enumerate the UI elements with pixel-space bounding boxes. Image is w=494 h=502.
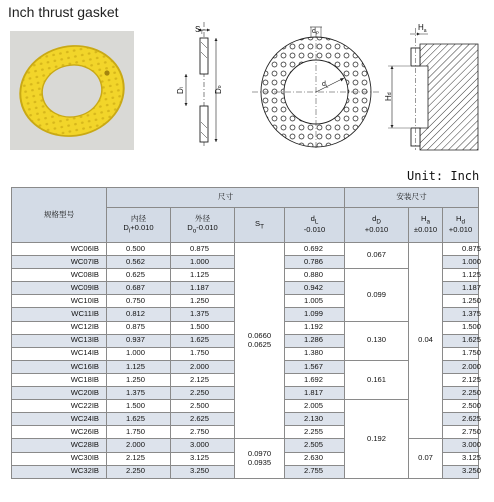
- cell-dl: 1.817: [285, 387, 345, 400]
- cell-do: 1.625: [171, 334, 235, 347]
- cell-do: 2.625: [171, 413, 235, 426]
- cell-hd: 2.125: [443, 373, 479, 386]
- cell-dl: 1.567: [285, 360, 345, 373]
- cell-di: 2.125: [107, 452, 171, 465]
- cell-model: WC24IB: [12, 413, 107, 426]
- header-group-size: 尺寸: [107, 188, 345, 208]
- cell-di: 1.000: [107, 347, 171, 360]
- cell-hd: 2.500: [443, 400, 479, 413]
- cell-hd: 2.000: [443, 360, 479, 373]
- cell-di: 1.250: [107, 373, 171, 386]
- header-do: 外径 $D_o-0.010$: [171, 208, 235, 243]
- cell-dl: 2.630: [285, 452, 345, 465]
- cell-model: WC07IB: [12, 256, 107, 269]
- header-dp: $d_D$ +0.010: [345, 208, 409, 243]
- cell-dp-group-5: 0.192: [345, 400, 409, 479]
- cell-model: WC11IB: [12, 308, 107, 321]
- cell-model: WC30IB: [12, 452, 107, 465]
- cell-hd: 3.125: [443, 452, 479, 465]
- side-section-diagram: [168, 22, 223, 150]
- header-group-install: 安装尺寸: [345, 188, 479, 208]
- cell-ha-group-1: 0.04: [409, 243, 443, 439]
- cell-dl: 2.755: [285, 465, 345, 478]
- cell-do: 1.125: [171, 269, 235, 282]
- dim-do-label: Do: [214, 85, 223, 94]
- cell-model: WC28IB: [12, 439, 107, 452]
- cell-dl: 1.005: [285, 295, 345, 308]
- cell-model: WC20IB: [12, 387, 107, 400]
- dim-s-label: $S_T$: [195, 25, 204, 36]
- cell-do: 0.875: [171, 243, 235, 256]
- cell-di: 1.375: [107, 387, 171, 400]
- header-model: 规格型号: [12, 188, 107, 243]
- header-dl: $d_L$ -0.010: [285, 208, 345, 243]
- cell-di: 0.937: [107, 334, 171, 347]
- cell-do: 1.750: [171, 347, 235, 360]
- header-ha: $H_a$ ±0.010: [409, 208, 443, 243]
- cell-model: WC22IB: [12, 400, 107, 413]
- cell-st-group-b: 0.0970 0.0935: [235, 439, 285, 478]
- cell-model: WC10IB: [12, 295, 107, 308]
- cell-di: 1.750: [107, 426, 171, 439]
- cell-hd: 3.000: [443, 439, 479, 452]
- cell-do: 1.500: [171, 321, 235, 334]
- cell-dl: 0.942: [285, 282, 345, 295]
- cell-model: WC08IB: [12, 269, 107, 282]
- cell-dp-group-4: 0.161: [345, 360, 409, 399]
- cell-di: 0.750: [107, 295, 171, 308]
- cell-hd: 3.250: [443, 465, 479, 478]
- cell-do: 1.187: [171, 282, 235, 295]
- cell-st-group-a: 0.0660 0.0625: [235, 243, 285, 439]
- cell-di: 0.625: [107, 269, 171, 282]
- cell-hd: 1.250: [443, 295, 479, 308]
- header-st: $S_T$: [235, 208, 285, 243]
- header-di: 内径 $D_i+0.010$: [107, 208, 171, 243]
- installation-diagram: [380, 20, 478, 152]
- cell-hd: 1.375: [443, 308, 479, 321]
- cell-dl: 0.880: [285, 269, 345, 282]
- front-view-diagram: [252, 24, 382, 152]
- dim-dl-label: $d_L$: [322, 81, 329, 89]
- cell-do: 1.000: [171, 256, 235, 269]
- cell-dl: 2.130: [285, 413, 345, 426]
- table-row: [12, 243, 479, 256]
- cell-do: 2.125: [171, 373, 235, 386]
- cell-di: 0.687: [107, 282, 171, 295]
- dim-di-label: Di: [176, 87, 185, 94]
- cell-do: 3.250: [171, 465, 235, 478]
- cell-di: 1.125: [107, 360, 171, 373]
- cell-di: 0.812: [107, 308, 171, 321]
- cell-do: 1.375: [171, 308, 235, 321]
- cell-di: 1.500: [107, 400, 171, 413]
- cell-model: WC16IB: [12, 360, 107, 373]
- cell-di: 2.250: [107, 465, 171, 478]
- cell-do: 3.000: [171, 439, 235, 452]
- cell-model: WC06IB: [12, 243, 107, 256]
- cell-di: 0.500: [107, 243, 171, 256]
- gasket-photo: [10, 31, 134, 150]
- cell-model: WC12IB: [12, 321, 107, 334]
- cell-model: WC14IB: [12, 347, 107, 360]
- cell-do: 2.000: [171, 360, 235, 373]
- cell-dl: 2.505: [285, 439, 345, 452]
- spec-table: [11, 187, 482, 479]
- dim-hd-label: Hd: [384, 92, 393, 101]
- cell-dl: 1.380: [285, 347, 345, 360]
- cell-hd: 1.000: [443, 256, 479, 269]
- cell-di: 1.625: [107, 413, 171, 426]
- cell-ha-group-2: 0.07: [409, 439, 443, 478]
- dim-ha-label: $H_a$: [418, 23, 427, 34]
- unit-label: Unit: Inch: [407, 169, 480, 183]
- table-row: [12, 439, 479, 452]
- cell-di: 0.562: [107, 256, 171, 269]
- cell-dl: 1.286: [285, 334, 345, 347]
- cell-do: 3.125: [171, 452, 235, 465]
- cell-dl: 1.692: [285, 373, 345, 386]
- cell-do: 1.250: [171, 295, 235, 308]
- cell-dp-group-3: 0.130: [345, 321, 409, 360]
- header-hd: $H_d$ +0.010: [443, 208, 479, 243]
- cell-hd: 1.500: [443, 321, 479, 334]
- page-title: Inch thrust gasket: [8, 4, 119, 20]
- cell-dl: 2.005: [285, 400, 345, 413]
- cell-hd: 2.250: [443, 387, 479, 400]
- cell-model: WC26IB: [12, 426, 107, 439]
- cell-dl: 1.192: [285, 321, 345, 334]
- cell-hd: 0.875: [443, 243, 479, 256]
- dim-dp-label: $d_P$: [312, 28, 319, 36]
- cell-do: 2.500: [171, 400, 235, 413]
- cell-hd: 1.187: [443, 282, 479, 295]
- cell-dl: 0.692: [285, 243, 345, 256]
- cell-hd: 1.625: [443, 334, 479, 347]
- cell-do: 2.750: [171, 426, 235, 439]
- cell-dl: 0.786: [285, 256, 345, 269]
- cell-di: 2.000: [107, 439, 171, 452]
- cell-hd: 2.625: [443, 413, 479, 426]
- cell-do: 2.250: [171, 387, 235, 400]
- cell-dp-group-1: 0.067: [345, 243, 409, 269]
- cell-model: WC09IB: [12, 282, 107, 295]
- cell-model: WC18IB: [12, 373, 107, 386]
- cell-hd: 1.750: [443, 347, 479, 360]
- cell-dp-group-2: 0.099: [345, 269, 409, 321]
- gasket-photo-drawing: [10, 31, 134, 150]
- cell-di: 0.875: [107, 321, 171, 334]
- cell-hd: 2.750: [443, 426, 479, 439]
- cell-dl: 2.255: [285, 426, 345, 439]
- cell-dl: 1.099: [285, 308, 345, 321]
- cell-model: WC13IB: [12, 334, 107, 347]
- cell-hd: 1.125: [443, 269, 479, 282]
- cell-model: WC32IB: [12, 465, 107, 478]
